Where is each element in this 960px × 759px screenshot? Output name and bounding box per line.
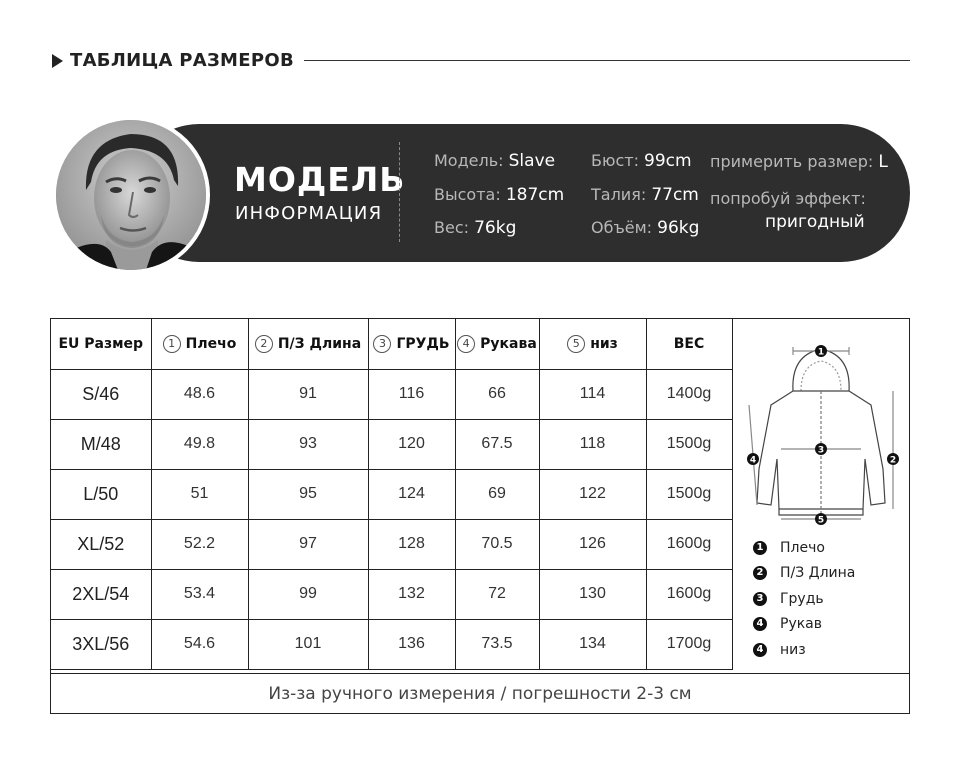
- value-cell: 122: [539, 469, 646, 519]
- model-weight-value: 76kg: [474, 218, 517, 238]
- legend-item: 1 Плечо: [753, 535, 855, 561]
- value-cell: 70.5: [455, 519, 539, 569]
- try-size-value: L: [878, 152, 888, 172]
- value-cell: 51: [151, 469, 248, 519]
- size-cell: L/50: [51, 469, 151, 519]
- model-bust-info: [591, 151, 692, 171]
- svg-text:2: 2: [889, 455, 897, 466]
- size-cell: 2XL/54: [51, 569, 151, 619]
- section-divider: [304, 60, 910, 61]
- try-size-info: [710, 152, 888, 172]
- circled-number-icon: 1: [163, 335, 181, 353]
- table-row: [51, 369, 732, 419]
- number-badge-icon: 1: [753, 541, 767, 555]
- table-row: [51, 619, 732, 669]
- value-cell: 54.6: [151, 619, 248, 669]
- value-cell: 52.2: [151, 519, 248, 569]
- value-cell: 1600g: [646, 519, 732, 569]
- value-cell: 130: [539, 569, 646, 619]
- hoodie-diagram: [731, 319, 909, 529]
- value-cell: 1600g: [646, 569, 732, 619]
- value-cell: 53.4: [151, 569, 248, 619]
- value-cell: 118: [539, 419, 646, 469]
- banner-divider: [399, 142, 400, 242]
- number-badge-icon: 4: [753, 617, 767, 631]
- value-cell: 128: [368, 519, 455, 569]
- model-waist-info: [591, 185, 699, 205]
- value-cell: 49.8: [151, 419, 248, 469]
- number-badge-icon: 4: [753, 643, 767, 657]
- model-subtitle: ИНФОРМАЦИЯ: [235, 203, 383, 224]
- number-badge-icon: 2: [753, 566, 767, 580]
- value-cell: 101: [248, 619, 368, 669]
- value-cell: 97: [248, 519, 368, 569]
- value-cell: 1500g: [646, 419, 732, 469]
- section-title: ТАБЛИЦА РАЗМЕРОВ: [70, 50, 294, 71]
- model-waist-value: 77cm: [651, 185, 699, 205]
- svg-text:4: 4: [749, 455, 757, 466]
- col-header-length: 2 П/З Длина: [248, 319, 368, 369]
- table-row: [51, 569, 732, 619]
- legend-item: 2 П/З Длина: [753, 561, 855, 587]
- model-weight-info: [434, 218, 516, 238]
- size-table: [51, 319, 733, 670]
- table-row: [51, 419, 732, 469]
- size-table-frame: [50, 318, 910, 714]
- value-cell: 114: [539, 369, 646, 419]
- value-cell: 124: [368, 469, 455, 519]
- col-header-sleeve: 4 Рукава: [455, 319, 539, 369]
- value-cell: 116: [368, 369, 455, 419]
- legend-item: 4 Рукав: [753, 612, 855, 638]
- play-triangle-icon: [52, 54, 63, 68]
- svg-text:1: 1: [817, 347, 825, 358]
- value-cell: 91: [248, 369, 368, 419]
- value-cell: 1400g: [646, 369, 732, 419]
- circled-number-icon: 4: [457, 335, 475, 353]
- model-name-label: Модель:: [434, 151, 504, 170]
- size-cell: 3XL/56: [51, 619, 151, 669]
- circled-number-icon: 3: [373, 335, 391, 353]
- value-cell: 67.5: [455, 419, 539, 469]
- try-size-label: примерить размер:: [710, 152, 874, 171]
- model-volume-value: 96kg: [657, 218, 700, 238]
- measurement-note: Из-за ручного измерения / погрешности 2-3 см: [51, 673, 909, 714]
- value-cell: 66: [455, 369, 539, 419]
- col-header-shoulder: 1 Плечо: [151, 319, 248, 369]
- model-name-value: Slave: [508, 151, 556, 171]
- model-waist-label: Талия:: [591, 185, 647, 204]
- size-cell: XL/52: [51, 519, 151, 569]
- col-header-weight: ВЕС: [646, 319, 732, 369]
- circled-number-icon: 2: [255, 335, 273, 353]
- model-bust-value: 99cm: [644, 151, 692, 171]
- table-header-row: [51, 319, 732, 369]
- value-cell: 120: [368, 419, 455, 469]
- model-height-value: 187cm: [505, 185, 565, 205]
- value-cell: 1700g: [646, 619, 732, 669]
- effect-value-wrap: [765, 212, 865, 232]
- garment-diagram-cell: [731, 319, 909, 673]
- size-cell: M/48: [51, 419, 151, 469]
- value-cell: 99: [248, 569, 368, 619]
- svg-text:3: 3: [817, 445, 825, 456]
- model-title: МОДЕЛЬ: [234, 160, 406, 199]
- table-row: [51, 519, 732, 569]
- col-header-size: EU Размер: [51, 319, 151, 369]
- size-cell: S/46: [51, 369, 151, 419]
- value-cell: 93: [248, 419, 368, 469]
- effect-label: попробуй эффект:: [710, 189, 866, 208]
- circled-number-icon: 5: [567, 335, 585, 353]
- svg-text:5: 5: [817, 515, 825, 526]
- col-header-chest: 3 ГРУДЬ: [368, 319, 455, 369]
- value-cell: 69: [455, 469, 539, 519]
- model-avatar: [56, 120, 206, 270]
- model-weight-label: Вес:: [434, 218, 470, 237]
- value-cell: 132: [368, 569, 455, 619]
- effect-value: пригодный: [765, 212, 865, 232]
- legend-item: 4 низ: [753, 637, 855, 663]
- section-header: [52, 48, 910, 74]
- model-height-info: [434, 185, 564, 205]
- value-cell: 1500g: [646, 469, 732, 519]
- table-row: [51, 469, 732, 519]
- model-volume-label: Объём:: [591, 218, 653, 237]
- value-cell: 73.5: [455, 619, 539, 669]
- col-header-hem: 5 низ: [539, 319, 646, 369]
- legend-item: 3 Грудь: [753, 586, 855, 612]
- value-cell: 126: [539, 519, 646, 569]
- model-bust-label: Бюст:: [591, 151, 639, 170]
- model-name-info: [434, 151, 555, 171]
- measurement-legend: [753, 535, 855, 663]
- model-volume-info: [591, 218, 699, 238]
- value-cell: 136: [368, 619, 455, 669]
- value-cell: 95: [248, 469, 368, 519]
- value-cell: 134: [539, 619, 646, 669]
- value-cell: 72: [455, 569, 539, 619]
- model-height-label: Высота:: [434, 185, 501, 204]
- value-cell: 48.6: [151, 369, 248, 419]
- number-badge-icon: 3: [753, 592, 767, 606]
